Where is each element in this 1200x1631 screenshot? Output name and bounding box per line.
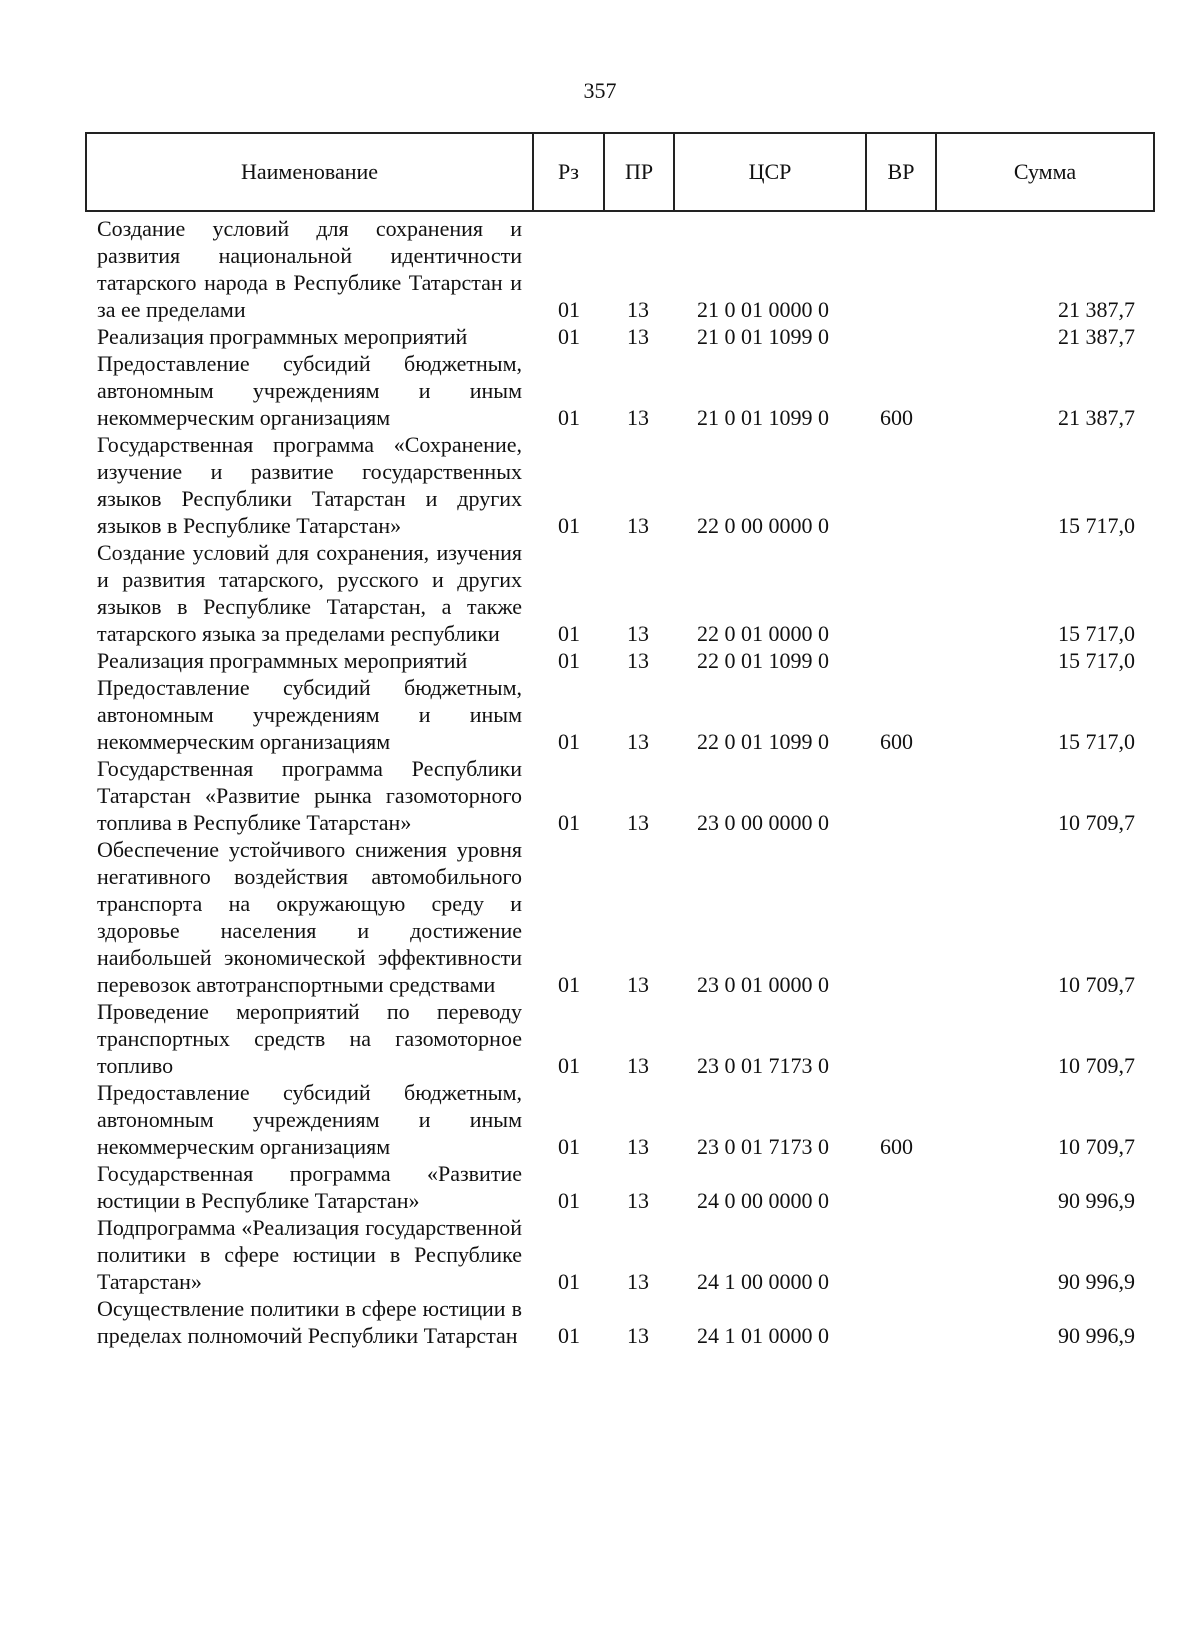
row-name: Предоставление субсидий бюджетным, автономным учреждениям и иным некоммерческим организациям: [97, 351, 522, 430]
row-rz: 01: [558, 1188, 580, 1213]
row-csr: 22 0 00 0000 0: [697, 513, 829, 538]
row-pr: 13: [627, 324, 649, 349]
row-rz: 01: [558, 621, 580, 646]
row-sum: 15 717,0: [1058, 621, 1135, 646]
row-name: Предоставление субсидий бюджетным, автономным учреждениям и иным некоммерческим организациям: [97, 1080, 522, 1159]
row-pr: 13: [627, 1053, 649, 1078]
row-sum: 90 996,9: [1058, 1323, 1135, 1348]
row-csr: 24 1 01 0000 0: [697, 1323, 829, 1348]
header-vr: ВР: [867, 134, 937, 210]
table-row: [0, 215, 1200, 323]
row-name: Предоставление субсидий бюджетным, автономным учреждениям и иным некоммерческим организациям: [97, 675, 522, 754]
row-csr: 22 0 01 1099 0: [697, 648, 829, 673]
table-row: [0, 350, 1200, 431]
row-sum: 21 387,7: [1058, 405, 1135, 430]
row-pr: 13: [627, 1134, 649, 1159]
row-name: Обеспечение устойчивого снижения уровня негативного воздействия автомобильного транспорта на окружающую среду и здоровье населения и достижение наибольшей экономической эффективности перевозок автотранспортными средствами: [97, 837, 522, 997]
row-csr: 23 0 01 0000 0: [697, 972, 829, 997]
row-pr: 13: [627, 1269, 649, 1294]
table-row: [0, 539, 1200, 647]
row-rz: 01: [558, 1323, 580, 1348]
row-sum: 21 387,7: [1058, 297, 1135, 322]
row-name: Создание условий для сохранения, изучения и развития татарского, русского и других языков в Республике Татарстан, а также татарского языка за пределами республики: [97, 540, 522, 646]
table-header: [85, 132, 1155, 212]
row-sum: 90 996,9: [1058, 1269, 1135, 1294]
row-pr: 13: [627, 513, 649, 538]
row-vr: 600: [880, 729, 913, 754]
row-csr: 23 0 00 0000 0: [697, 810, 829, 835]
row-rz: 01: [558, 729, 580, 754]
row-rz: 01: [558, 972, 580, 997]
row-sum: 10 709,7: [1058, 810, 1135, 835]
row-name: Проведение мероприятий по переводу транспортных средств на газомоторное топливо: [97, 999, 522, 1078]
table-row: [0, 998, 1200, 1079]
table-row: [0, 323, 1200, 350]
row-csr: 21 0 01 0000 0: [697, 297, 829, 322]
row-name: Подпрограмма «Реализация государственной политики в сфере юстиции в Республике Татарстан»: [97, 1215, 522, 1294]
row-pr: 13: [627, 972, 649, 997]
table-row: [0, 674, 1200, 755]
row-csr: 24 1 00 0000 0: [697, 1269, 829, 1294]
table-row: [0, 755, 1200, 836]
row-name: Реализация программных мероприятий: [97, 648, 468, 673]
table-row: [0, 1079, 1200, 1160]
row-sum: 10 709,7: [1058, 972, 1135, 997]
row-pr: 13: [627, 1323, 649, 1348]
row-vr: 600: [880, 405, 913, 430]
row-rz: 01: [558, 1134, 580, 1159]
row-rz: 01: [558, 810, 580, 835]
row-pr: 13: [627, 810, 649, 835]
row-csr: 21 0 01 1099 0: [697, 405, 829, 430]
row-name: Осуществление политики в сфере юстиции в пределах полномочий Республики Татарстан: [97, 1296, 522, 1348]
row-sum: 90 996,9: [1058, 1188, 1135, 1213]
row-csr: 22 0 01 0000 0: [697, 621, 829, 646]
table-row: [0, 1295, 1200, 1349]
row-csr: 22 0 01 1099 0: [697, 729, 829, 754]
row-rz: 01: [558, 297, 580, 322]
header-csr: ЦСР: [675, 134, 867, 210]
header-pr: ПР: [605, 134, 675, 210]
row-pr: 13: [627, 648, 649, 673]
table-row: [0, 1214, 1200, 1295]
table-row: [0, 836, 1200, 998]
header-sum: Сумма: [1013, 159, 1077, 184]
table-row: [0, 431, 1200, 539]
row-csr: 24 0 00 0000 0: [697, 1188, 829, 1213]
row-sum: 15 717,0: [1058, 513, 1135, 538]
row-name: Создание условий для сохранения и развития национальной идентичности татарского народа в Республике Татарстан и за ее пределами: [97, 216, 522, 322]
row-pr: 13: [627, 405, 649, 430]
row-name: Реализация программных мероприятий: [97, 324, 468, 349]
row-rz: 01: [558, 324, 580, 349]
row-pr: 13: [627, 729, 649, 754]
row-rz: 01: [558, 405, 580, 430]
row-rz: 01: [558, 1269, 580, 1294]
row-sum: 15 717,0: [1058, 648, 1135, 673]
row-sum: 15 717,0: [1058, 729, 1135, 754]
page-number: 357: [583, 78, 617, 103]
table-row: [0, 647, 1200, 674]
row-sum: 21 387,7: [1058, 324, 1135, 349]
row-rz: 01: [558, 648, 580, 673]
row-rz: 01: [558, 513, 580, 538]
row-vr: 600: [880, 1134, 913, 1159]
table-body: [0, 215, 1200, 1349]
row-name: Государственная программа «Сохранение, изучение и развитие государственных языков Республики Татарстан и других языков в Республике Татарстан»: [97, 432, 522, 538]
table-row: [0, 1160, 1200, 1214]
header-rz: Рз: [534, 134, 605, 210]
row-sum: 10 709,7: [1058, 1134, 1135, 1159]
header-name: Наименование: [87, 134, 534, 210]
row-csr: 21 0 01 1099 0: [697, 324, 829, 349]
row-csr: 23 0 01 7173 0: [697, 1134, 829, 1159]
row-csr: 23 0 01 7173 0: [697, 1053, 829, 1078]
row-pr: 13: [627, 621, 649, 646]
row-name: Государственная программа «Развитие юстиции в Республике Татарстан»: [97, 1161, 522, 1213]
row-sum: 10 709,7: [1058, 1053, 1135, 1078]
row-pr: 13: [627, 1188, 649, 1213]
row-pr: 13: [627, 297, 649, 322]
row-name: Государственная программа Республики Татарстан «Развитие рынка газомоторного топлива в Республике Татарстан»: [97, 756, 522, 835]
row-rz: 01: [558, 1053, 580, 1078]
